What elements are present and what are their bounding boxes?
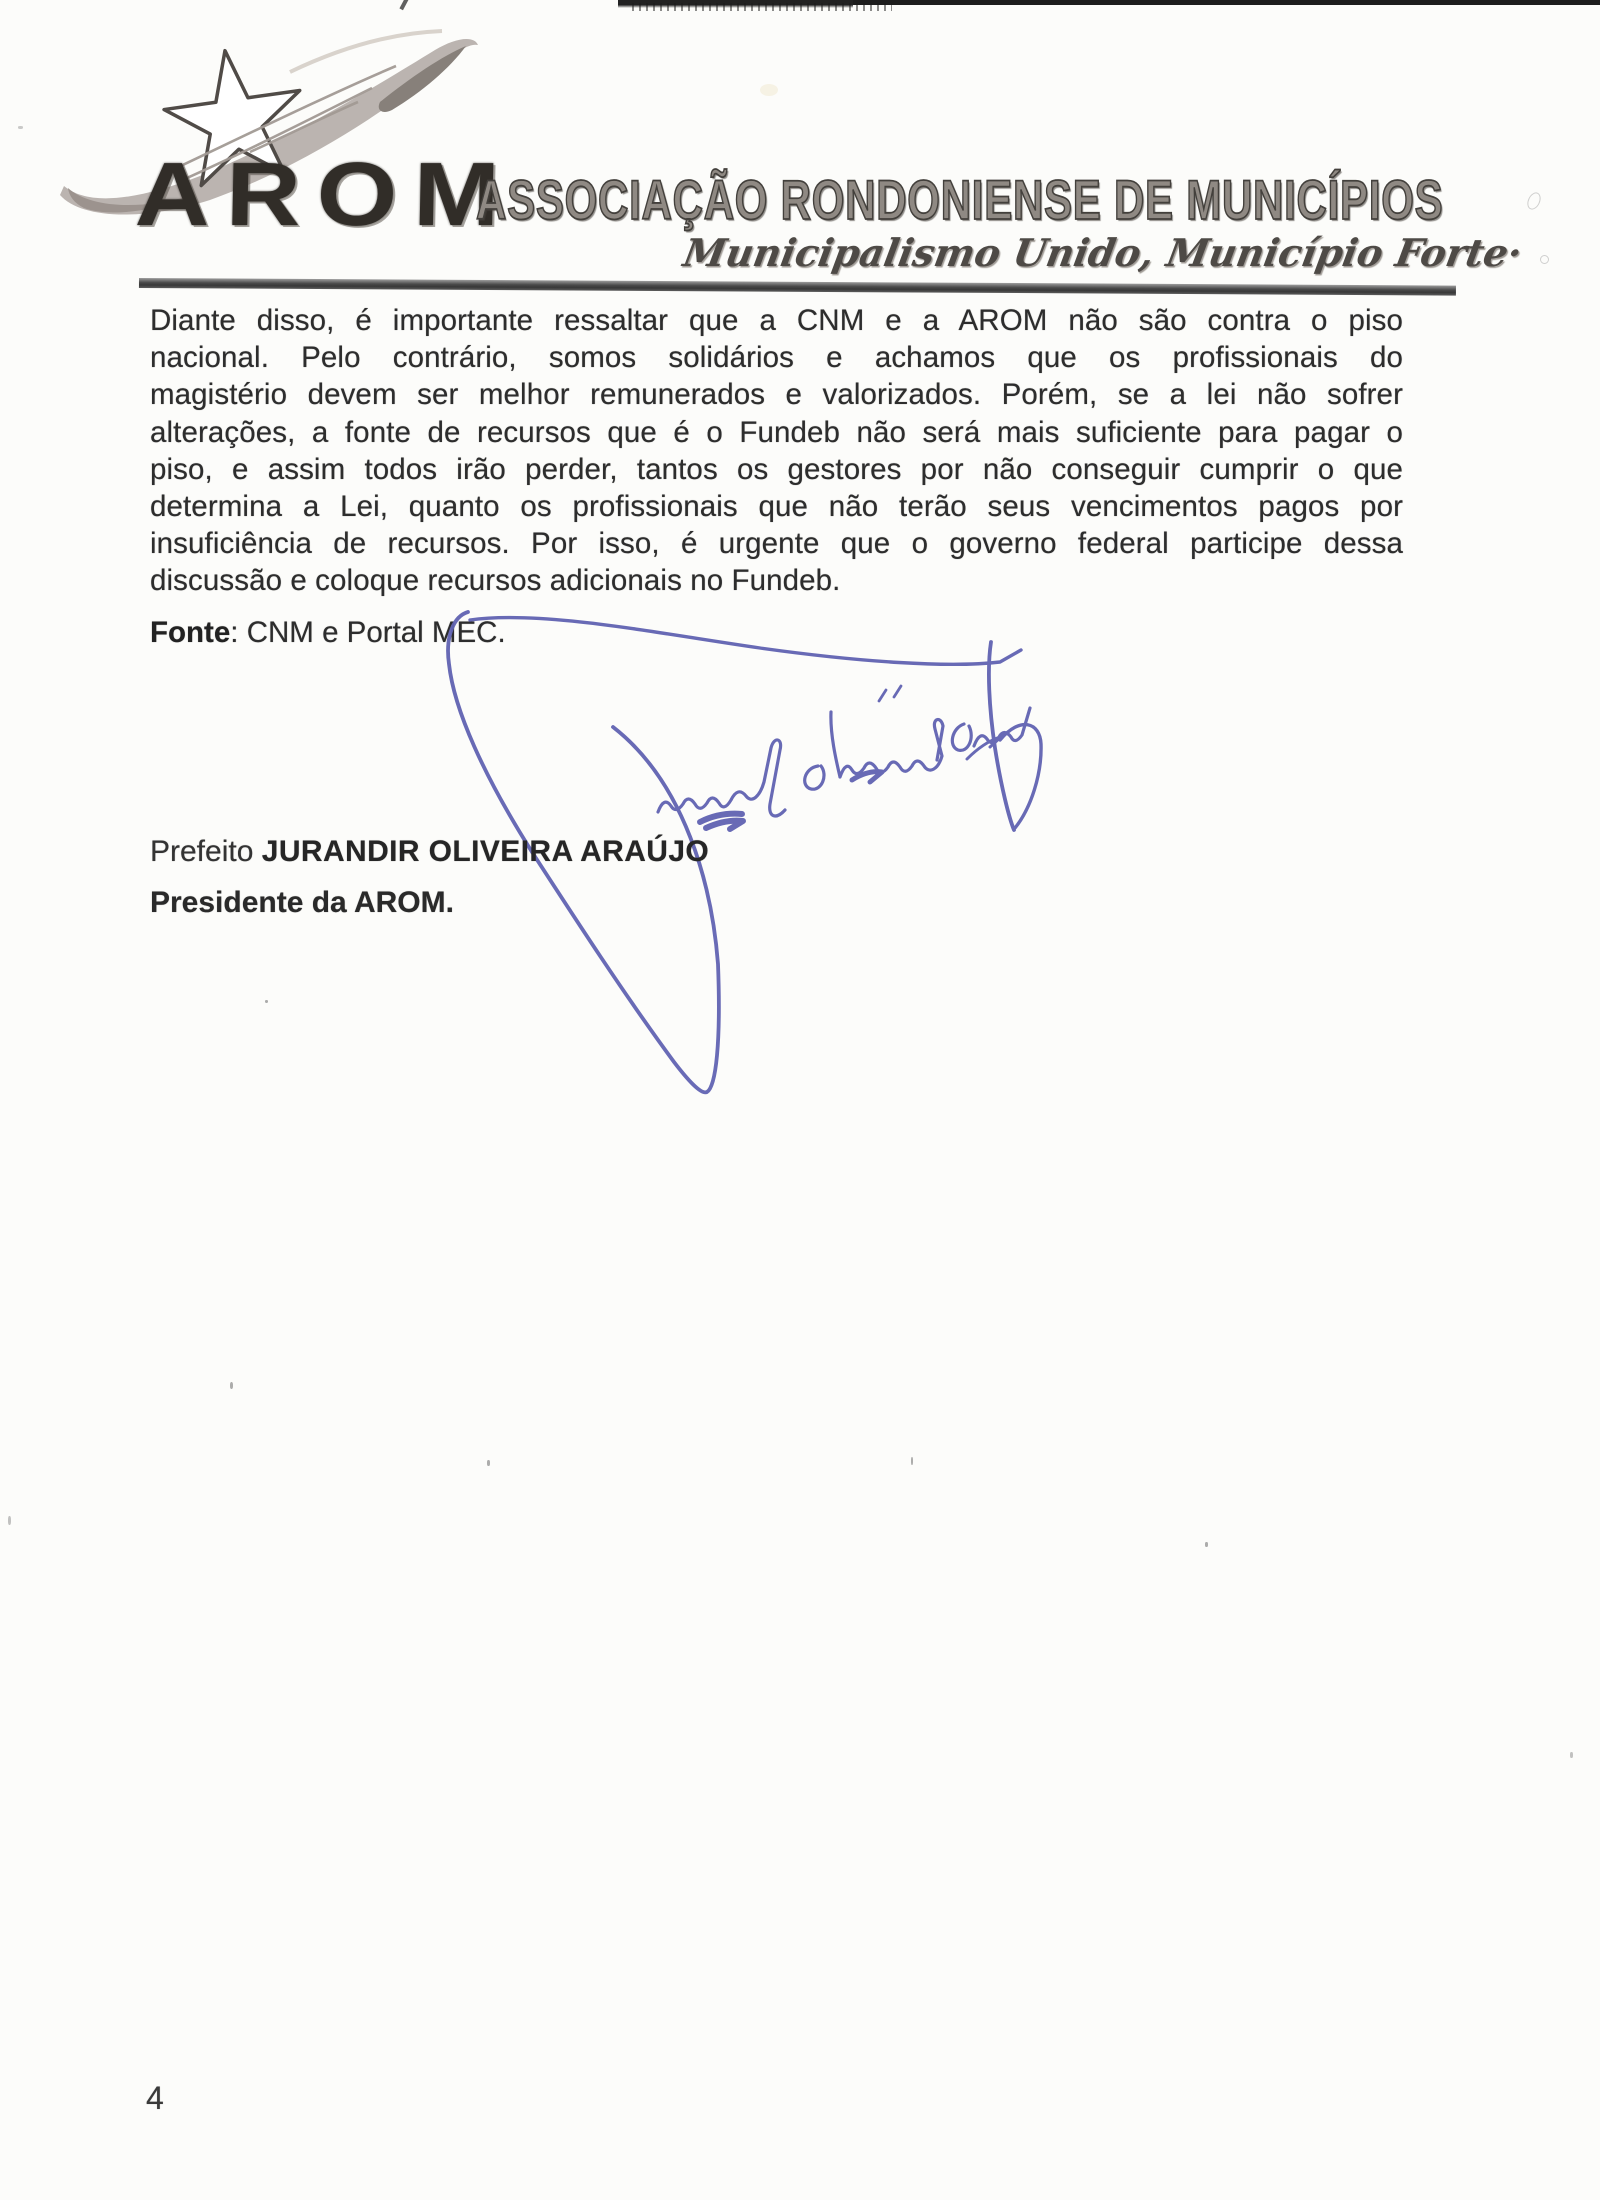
- scan-edge-artifact: [632, 3, 892, 11]
- page-number: 4: [146, 2080, 164, 2116]
- signature-stroke: [952, 708, 1030, 750]
- scan-speck: [1205, 1542, 1208, 1547]
- scan-smudge: [1525, 190, 1543, 211]
- header-rule: [139, 278, 1456, 296]
- paragraph-line: piso, e assim todos irão perder, tantos os gestores por não conseguir cumprir o que: [150, 452, 1403, 486]
- signature-stroke: [470, 617, 1021, 664]
- paragraph-line: magistério devem ser melhor remunerados e valorizados. Porém, se a lei não sofrer: [150, 378, 1403, 412]
- signer-name-line: [150, 833, 709, 871]
- scan-edge-artifact: [399, 0, 408, 10]
- signer-prefix: Prefeito: [150, 835, 262, 868]
- logo-wordmark: AROM: [134, 145, 517, 245]
- org-tagline: Municipalismo Unido, Município Forte·: [680, 230, 1526, 275]
- paper-stain: [760, 84, 778, 96]
- scan-speck: [230, 1382, 233, 1389]
- scan-speck: [487, 1460, 490, 1466]
- scan-speck: [8, 1516, 11, 1525]
- paragraph-line: nacional. Pelo contrário, somos solidários e achamos que os profissionais do: [150, 341, 1403, 375]
- paragraph-line: determina a Lei, quanto os profissionais que não terão seus vencimentos pagos por: [150, 489, 1403, 523]
- paragraph-line: discussão e coloque recursos adicionais no Fundeb.: [150, 564, 841, 598]
- body-paragraph: [150, 302, 1403, 600]
- signature-flourish: [700, 814, 743, 829]
- scan-speck: [265, 1000, 268, 1003]
- signer-name: JURANDIR OLIVEIRA ARAÚJO: [261, 835, 710, 868]
- source-line: [150, 614, 506, 651]
- scan-speck: [18, 126, 23, 129]
- paragraph-line: insuficiência de recursos. Por isso, é urgente que o governo federal participe dessa: [150, 527, 1403, 561]
- signer-title-line: Presidente da AROM.: [150, 886, 454, 919]
- paragraph-line: alterações, a fonte de recursos que é o Fundeb não será mais suficiente para pagar o: [150, 415, 1403, 449]
- scan-speck: [911, 1457, 913, 1465]
- signature-stroke: [658, 740, 785, 816]
- paragraph-line: Diante disso, é importante ressaltar que a CNM e a AROM não são contra o piso: [150, 304, 1403, 337]
- signature-stroke: [967, 736, 1002, 759]
- org-name: ASSOCIAÇÃO RONDONIENSE DE MUNICÍPIOS: [476, 168, 1444, 231]
- signature-flourish: [852, 772, 882, 782]
- scan-smudge: [1540, 255, 1549, 264]
- signature-stroke: [805, 712, 943, 789]
- signature-stroke: [989, 642, 1014, 830]
- signature-stroke: [879, 686, 901, 701]
- source-label: Fonte: [150, 616, 231, 649]
- signature-stroke: [1000, 725, 1041, 828]
- source-text: : CNM e Portal MEC.: [230, 616, 506, 649]
- scan-speck: [1570, 1752, 1573, 1758]
